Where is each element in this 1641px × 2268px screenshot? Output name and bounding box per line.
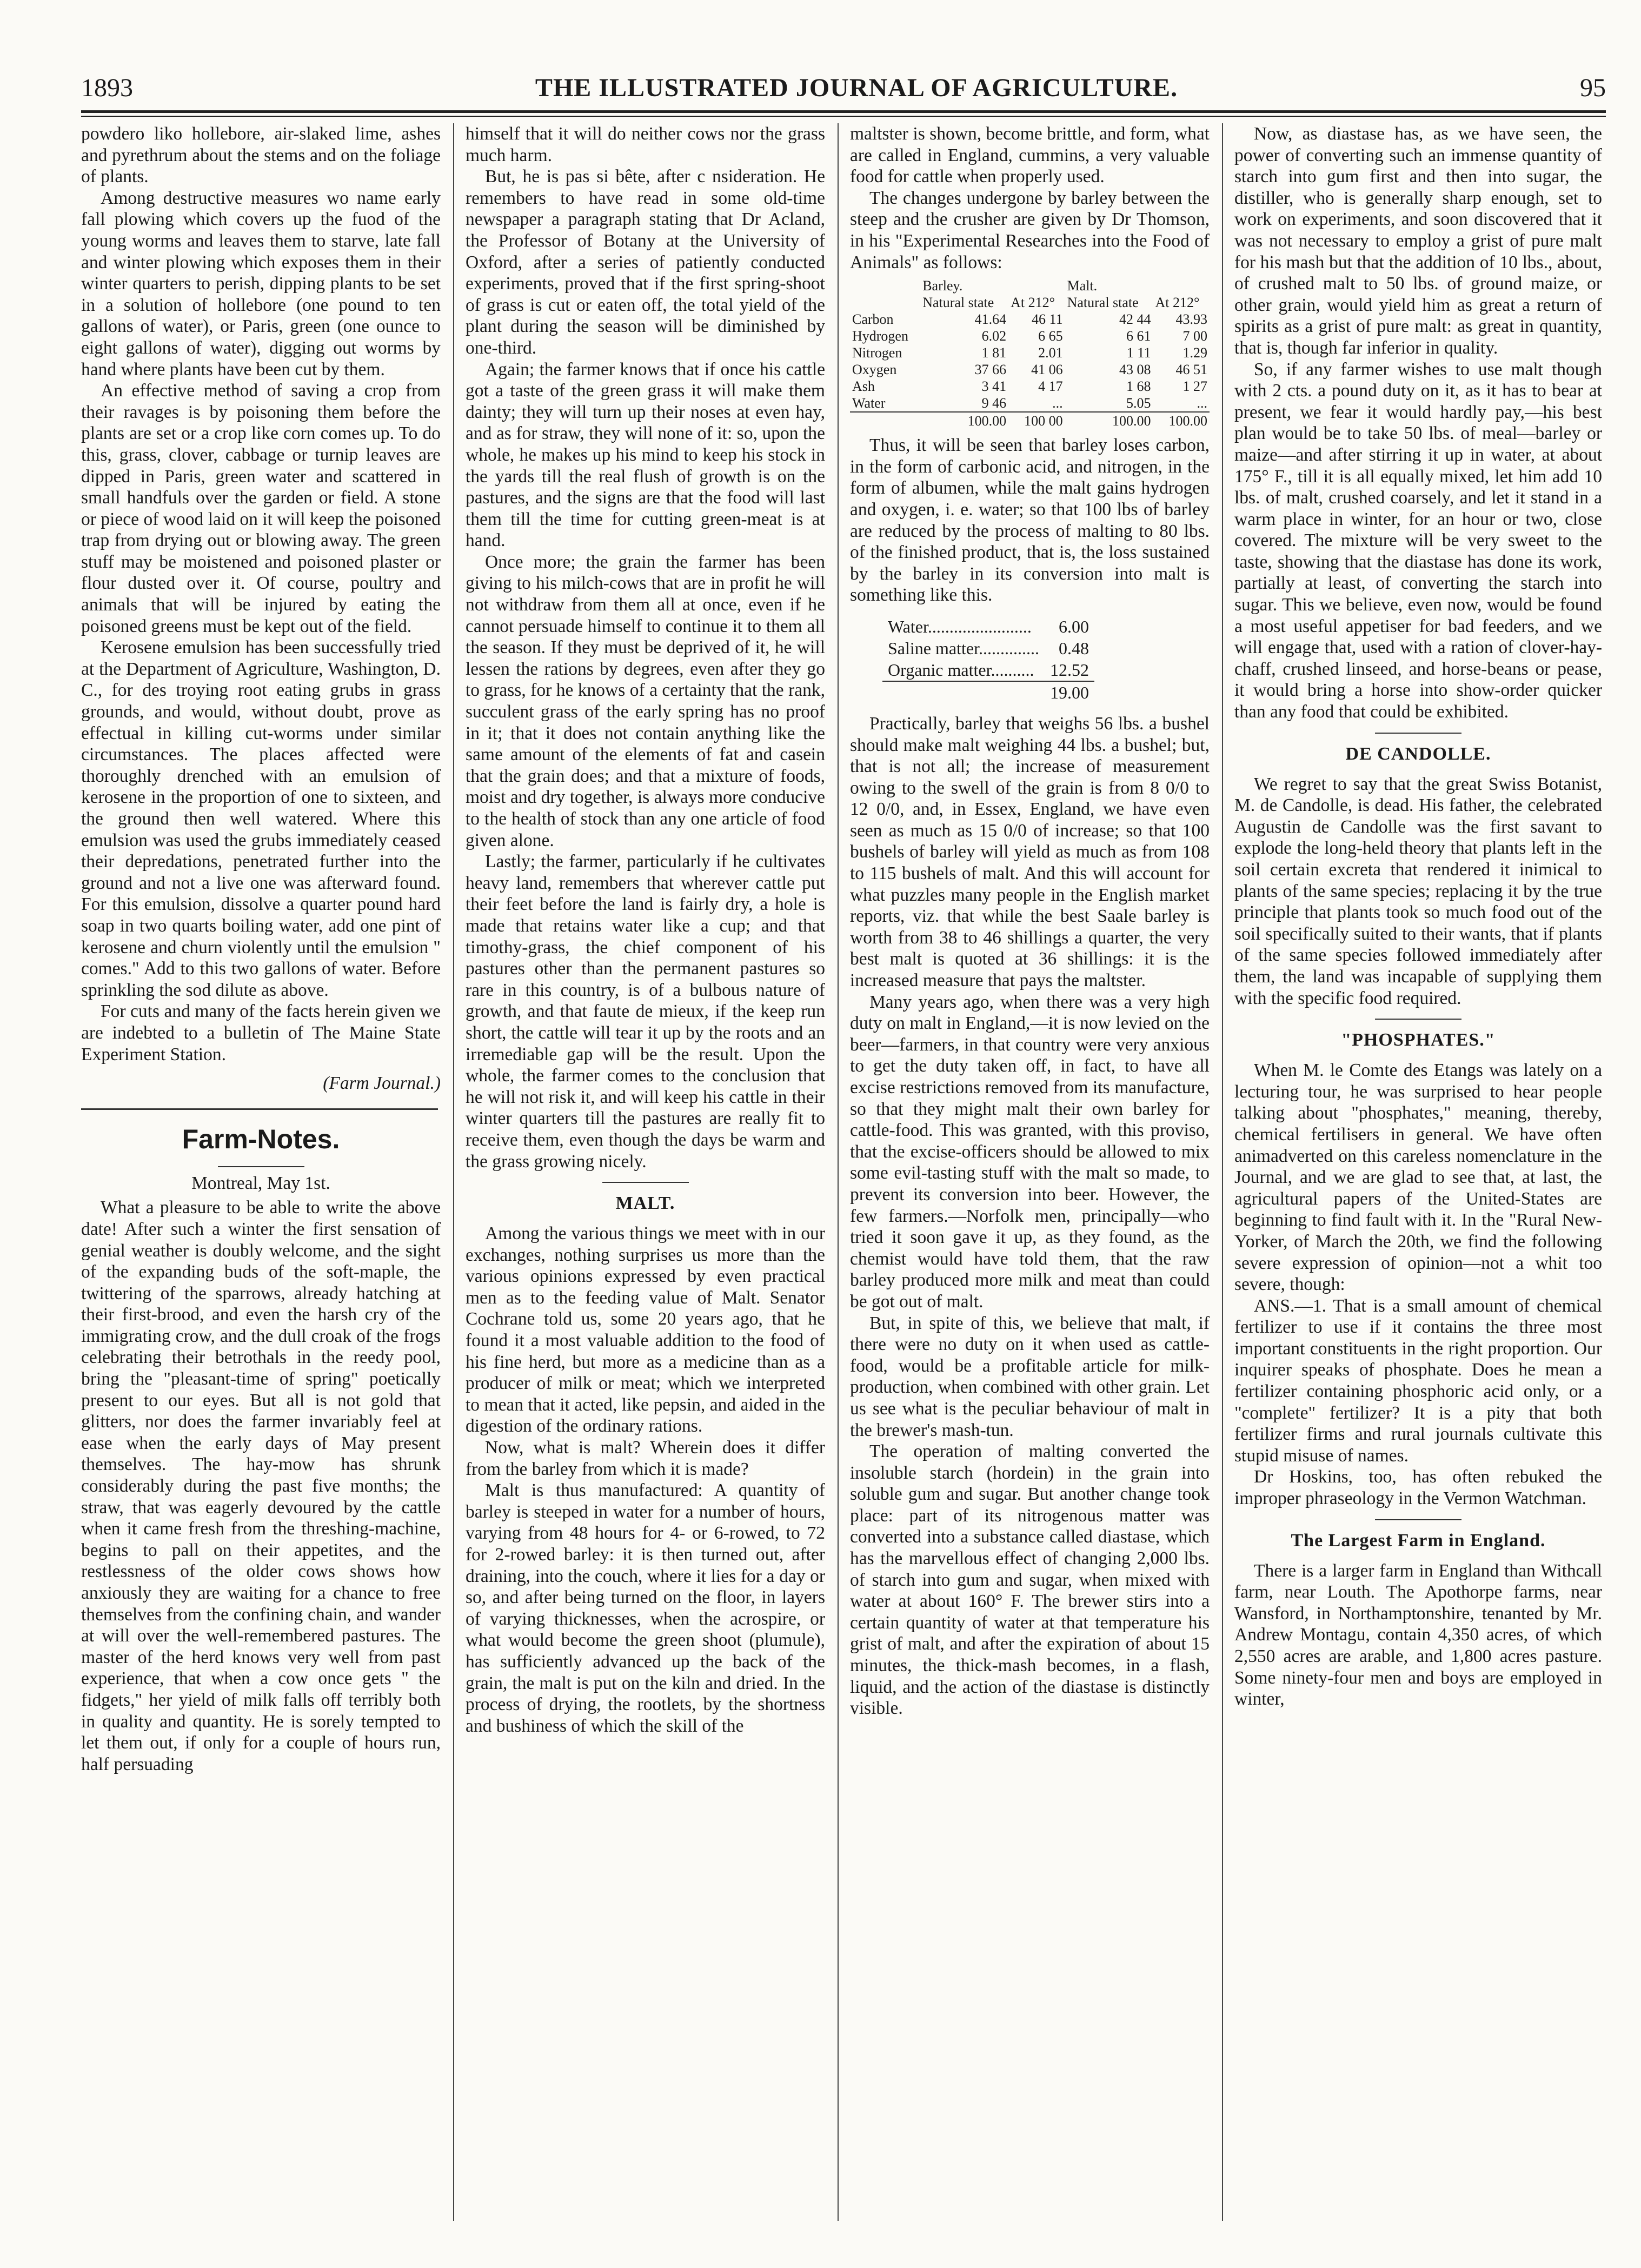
table-cell: 37 66: [974, 362, 1007, 378]
paragraph: Once more; the grain the farmer has been giving to his milch-cows that are in profit he will not withdraw from them all at once, even if he cannot persuade himself to continue it to them all the season. If they must be deprived of it, he will lessen the rations by degrees, even after they go to grass, for he knows of a certainty that the rank, succulent grass of the early spring has no proof in it; that it does not contain anything like the same amount of the elements of fat and casein that the grain does; and that a mixture of foods, moist and dry together, is always more conducive to the health of stock than any one article of food given alone.: [466, 551, 825, 850]
table-cell: 46 11: [1032, 311, 1063, 328]
header-rule-thick: [81, 110, 1606, 113]
paragraph: ANS.—1. That is a small amount of chemical fertilizer to use if it contains the three most important constituents in the right proportion. Our inquirer speaks of phosphate. Does he mean a fertilizer containing phosphoric acid only, or a "complete" fertilizer? It is a pity that both fertilizer firms and rural journals cultivate this stupid misuse of names.: [1234, 1295, 1602, 1466]
paragraph: But, in spite of this, we believe that malt, if there were no duty on it when used as cattle-food, would be a profitable article for milk-production, when combined with other grain. Let us see what is the peculiar behaviour of malt in the brewer's mash-tun.: [850, 1313, 1210, 1440]
table-subheader: At 212°: [1155, 295, 1200, 311]
table-cell: ...: [1052, 395, 1063, 411]
paragraph: But, he is pas si bête, after c nsideration. He remembers to have read in some old-time newspaper a paragraph stating that Dr Acland, the Professor of Botany at the University of Oxford, after a series of patiently conducted experiments, proved that if the first spring-shoot of grass is cut or eaten off, the total yield of the plant during the season will be diminished by one-third.: [466, 167, 825, 358]
column-4: [1234, 123, 1602, 2221]
table-subheader: Natural state: [1067, 295, 1139, 311]
table-cell: 0.48: [1058, 638, 1089, 658]
table-cell: Water: [852, 395, 886, 411]
table-group-header: Barley.: [922, 278, 963, 294]
table-cell: Nitrogen: [852, 345, 902, 361]
paragraph: The operation of malting converted the insoluble starch (hordein) in the grain into soluble gum and sugar. But another change took place: part of its nitrogenous matter was converted into a substance called diastase, which has the marvellous effect of changing 2,000 lbs. of starch into gum and sugar, when mixed with water at about 160° F. The brewer stirs into a certain quantity of water at that temperature his grist of malt, and after the expiration of about 15 minutes, the thick-mash becomes, in a flash, liquid, and the action of the diastase is distinctly visible.: [850, 1441, 1210, 1719]
table-cell: 1 27: [1182, 378, 1207, 395]
column-1: [81, 123, 441, 2221]
paragraph: Now, as diastase has, as we have seen, the power of converting such an immense quantity of starch into gum first and then into sugar, the distiller, who is generally sharp enough, set to work on experiments, and soon discovered that it was not necessary to employ a grist of pure malt for his mash but that the addition of 10 lbs., about, of crushed malt to 50 lbs. of ground maize, or other grain, would yield him as great a return of spirits as a grist of pure malt: as great in quantity, that is, though far inferior in quality.: [1234, 124, 1602, 358]
journal-page: [81, 70, 1606, 2227]
paragraph: maltster is shown, become brittle, and form, what are called in England, cummins, a very valuable food for cattle when properly used.: [850, 124, 1210, 187]
table-cell: 100.00: [920, 412, 1008, 429]
paragraph: Again; the farmer knows that if once his cattle got a taste of the green grass it will make them dainty; they will turn up their noses at even hay, and as for straw, they will none of it: so, upon the whole, he makes up his mind to keep his stock in the yards till the real flush of growth is on the pastures, and the signs are that the food will last them till the time for cutting green-meat is at hand.: [466, 359, 825, 551]
table-cell: 100.00: [1065, 412, 1153, 429]
journal-title: THE ILLUSTRATED JOURNAL OF AGRICULTURE.: [535, 73, 1178, 102]
paragraph: Among destructive measures wo name early fall plowing which covers up the fuod of the young worms and leaves them to starve, late fall and winter plowing which exposes them in their winter quarters to perish, dipping plants to be set in a solution of hollebore (one pound to ten gallons of water), or Paris, green (one ounce to eight gallons of water), digging out worms by hand where plants have been cut by them.: [81, 188, 441, 380]
table-cell: 100 00: [1008, 412, 1065, 429]
table-row: [850, 328, 1210, 344]
largest-farm-heading: The Largest Farm in England.: [1291, 1530, 1546, 1551]
paragraph: Thus, it will be seen that barley loses carbon, in the form of carbonic acid, and nitrogen, in the form of albumen, while the malt gains hydrogen and oxygen, i. e. water; so that 100 lbs of barley are reduced by the process of malting to 80 lbs. of the finished product, that is, the loss sustained by the barley in its conversion into malt is something like this.: [850, 435, 1210, 606]
table-cell: 5.05: [1126, 395, 1151, 411]
composition-table: [850, 277, 1210, 429]
page-number: 95: [1579, 73, 1606, 102]
paragraph: When M. le Comte des Etangs was lately on a lecturing tour, he was surprised to hear people talking about "phosphates," meaning, thereby, chemical fertilisers in general. We have often animadverted on this careless nomenclature in the Journal, and we are glad to see that, at last, the agricultural papers of the United-States are beginning to find fault with it. In the "Rural New-Yorker, of March the 20th, we find the following severe expression of opinion—not a whit too severe, though:: [1234, 1060, 1602, 1295]
paragraph: For cuts and many of the facts herein given we are indebted to a bulletin of The Maine State Experiment Station.: [81, 1001, 441, 1065]
table-row: [882, 616, 1094, 637]
table-cell: 43.93: [1175, 311, 1207, 328]
paragraph: Dr Hoskins, too, has often rebuked the improper phraseology in the Vermon Watchman.: [1234, 1467, 1602, 1509]
malt-heading: MALT.: [615, 1193, 675, 1214]
section-rule: [602, 1182, 689, 1183]
table-cell: Hydrogen: [852, 328, 908, 344]
table-cell: Carbon: [852, 311, 894, 328]
paragraph: Many years ago, when there was a very high duty on malt in England,—it is now levied on the beer—farmers, in that country were very anxious to get the duty taken off, in fact, to have all excise restrictions removed from its manufacture, so that they might malt their own barley for cattle-food. This was granted, with this proviso, that the excise-officers should be allowed to mix some evil-tasting stuff with the malt so made, to prevent its conversion into beer. However, the few farmers.—Norfolk men, principally—who tried it soon gave it up, as they found, as the chemist would have told them, that the raw barley produced more milk and meat than could be got out of malt.: [850, 992, 1210, 1312]
page-header: [81, 70, 1606, 105]
table-row: [882, 659, 1094, 681]
table-group-header: Malt.: [1067, 278, 1098, 294]
paragraph: The changes undergone by barley between the steep and the crusher are given by Dr Thomson, in his "Experimental Researches into the Food of Animals" as follows:: [850, 188, 1210, 272]
table-subheader-row: [850, 294, 1210, 311]
paragraph: So, if any farmer wishes to use malt though with 2 cts. a pound duty on it, as it has to bear at present, we fear it would hardly pay,—his best plan would be to take 50 lbs. of meal—barley or maize—and after stirring it up in water, at about 175° F., till it is all equally mixed, let him add 10 lbs. of malt, crushed coarsely, and let it stand in a warm place in winter, for an hour or two, close covered. The mixture will be very sweet to the taste, showing that the diastase has done its work, partially at least, of converting the starch into sugar. This we believe, even now, would be found a most useful appetiser for bad feeders, and we will engage that, used with a ration of clover-hay-chaff, crushed linseed, and horse-beans or pease, it would bring a horse into show-order quicker than any food that could be exhibited.: [1234, 359, 1602, 722]
table-total-row: [850, 412, 1210, 429]
column-3: [850, 123, 1210, 2221]
table-cell: 7 00: [1182, 328, 1207, 344]
table-cell: 100.00: [1153, 412, 1210, 429]
table-cell: 46 51: [1175, 362, 1207, 378]
table-total-row: [882, 681, 1094, 703]
table-cell: Ash: [852, 378, 875, 395]
table-cell: 43 08: [1119, 362, 1151, 378]
table-cell: 41 06: [1031, 362, 1063, 378]
table-cell: Water........................: [888, 616, 1032, 636]
table-cell: 19.00: [1045, 681, 1094, 703]
table-cell: 2.01: [1038, 345, 1063, 361]
table-row: [850, 344, 1210, 361]
article-columns: [81, 123, 1606, 2221]
table-cell: 6.02: [981, 328, 1007, 344]
dateline: Montreal, May 1st.: [191, 1173, 330, 1193]
section-rule: [1375, 1019, 1461, 1020]
paragraph: We regret to say that the great Swiss Botanist, M. de Candolle, is dead. His father, the celebrated Augustin de Candolle was the first savant to explode the long-held theory that plants left in the soil certain excreta that rendered it inimical to plants of the same species; replacing it by the true principle that plants took so much food out of the soil specifically suited to their wants, that if plants of the same species followed immediately after them, the land was incapable of supplying them with the specific food required.: [1234, 774, 1602, 1008]
table-row: [850, 395, 1210, 412]
table-row: [850, 311, 1210, 328]
paragraph: Practically, barley that weighs 56 lbs. a bushel should make malt weighing 44 lbs. a bushel; but, that is not all; the increase of measurement owing to the swell of the grain is from 8 0/0 to 12 0/0, and, in Essex, England, we have even seen as much as 15 0/0 of increase; so that 100 bushels of barley will yield as much as from 108 to 115 bushels of malt. And this will account for what puzzles many people in the English market reports, viz. that while the best Saale barley is worth from 38 to 46 shillings a quarter, the very best malt is quoted at 36 shillings: it is the increased measure that pays the maltster.: [850, 713, 1210, 991]
section-rule: [1375, 733, 1461, 734]
header-rule-thin: [81, 116, 1606, 117]
table-header-row: [850, 277, 1210, 294]
table-cell: Saline matter..............: [888, 638, 1039, 658]
table-cell: Oxygen: [852, 362, 897, 378]
header-year: 1893: [81, 73, 133, 102]
table-cell: 9 46: [981, 395, 1007, 411]
paragraph: There is a larger farm in England than Withcall farm, near Louth. The Apothorpe farms, near Wansford, in Northamptonshire, tenanted by Mr. Andrew Montagu, contain 4,350 acres, of which 2,550 acres are arable, and 1,800 acres pasture. Some ninety-four men and boys are employed in winter,: [1234, 1560, 1602, 1710]
table-cell: Organic matter..........: [888, 660, 1034, 680]
table-cell: 6 61: [1126, 328, 1151, 344]
paragraph: An effective method of saving a crop from their ravages is by poisoning them before the plants are set or a crop like corn comes up. To do this, grass, clover, cabbage or turnip leaves are dipped in Paris, green water and scattered in small handfuls over the garden or field. A stone or piece of wood laid on it will keep the poisoned trap from drying out or blowing away. The green stuff may be moistened and poisoned plaster or flour dusted over it. Of course, poultry and animals that will be injured by eating the poisoned greens must be kept out of the field.: [81, 381, 441, 636]
section-rule: [1375, 1519, 1461, 1520]
table-cell: 42 44: [1119, 311, 1151, 328]
table-cell: 12.52: [1049, 660, 1089, 680]
paragraph: Now, what is malt? Wherein does it differ from the barley from which it is made?: [466, 1438, 825, 1479]
paragraph: Kerosene emulsion has been successfully tried at the Department of Agriculture, Washington, D. C., for des troying root eating grubs in grass grounds, and would, without doubt, prove as effectual in killing cut-worms under similar circumstances. The places affected were thoroughly drenched with an emulsion of kerosene in the proportion of one to sixteen, and the ground then well watered. Where this emulsion was used the grubs immediately ceased their depredations, penetrated further into the ground and not a live one was afterward found. For this emulsion, dissolve a quarter pound hard soap in two quarts boiling water, add one pint of kerosene and churn violently until the emulsion " comes." Add to this two gallons of water. Before sprinkling the sod dilute as above.: [81, 637, 441, 1000]
table-cell: 1.29: [1182, 345, 1207, 361]
paragraph: Among the various things we meet with in our exchanges, nothing surprises us more than the various opinions expressed by even practical men as to the feeding value of Malt. Senator Cochrane told us, some 20 years ago, that he found it a most valuable addition to the food of his fine herd, but more as a medicine than as a producer of milk or meat; which we interpreted to mean that it acted, like pepsin, and aided in the digestion of the ordinary rations.: [466, 1223, 825, 1436]
table-cell: 3 41: [981, 378, 1007, 395]
table-subheader: Natural state: [922, 295, 994, 311]
paragraph: What a pleasure to be able to write the above date! After such a winter the first sensation of genial weather is doubly welcome, and the sight of the expanding buds of the soft-maple, the twittering of the sparrows, already hatching at their first-brood, and even the harsh cry of the immigrating crow, and the dull croak of the frogs celebrating their betrothals in the reedy pool, bring the "pleasant-time of spring" poetically present to our eyes. But all is not gold that glitters, nor does the farmer invariably feel at ease when the early days of May present themselves. The hay-mow has shrunk considerably during the past five months; the straw, that was eagerly devoured by the cattle when it came fresh from the threshing-machine, begins to pall on their appetites, and the restlessness of the older cows shows how anxiously they are waiting for a chance to free themselves from the confining chain, and wander at will over the well-remembered pastures. The master of the herd knows very well from past experience, that when a cow once gets " the fidgets," her yield of milk falls off terribly both in quality and quantity. He is sorely tempted to let them out, if only for a couple of hours run, half persuading: [81, 1198, 441, 1774]
de-candolle-heading: DE CANDOLLE.: [1345, 743, 1491, 764]
table-cell: 4 17: [1038, 378, 1063, 395]
table-cell: 1 81: [981, 345, 1007, 361]
table-cell: 6 65: [1038, 328, 1063, 344]
source-credit: (Farm Journal.): [323, 1073, 441, 1094]
table-cell: 41.64: [974, 311, 1007, 328]
loss-table: [882, 616, 1094, 703]
paragraph: Malt is thus manufactured: A quantity of barley is steeped in water for a number of hours, varying from 48 hours for 4- or 6-rowed, to 72 for 2-rowed barley: it is then turned out, after draining, into the couch, where it lies for a day or so, and after being turned on the floor, in layers of varying thicknesses, when the acrospire, or what would become the green shoot (plumule), has sufficiently advanced up the back of the grain, the malt is put on the kiln and dried. In the process of drying, the rootlets, by the shortness and bushiness of which the skill of the: [466, 1480, 825, 1736]
section-rule: [81, 1108, 438, 1110]
column-2: [466, 123, 825, 2221]
paragraph: Lastly; the farmer, particularly if he cultivates heavy land, remembers that wherever cattle put their feet before the land is fairly dry, a hole is made that retains water like a cup; and that timothy-grass, the chief component of his pastures other than the permanent pastures so rare in this country, is of a bulbous nature of growth, and that faute de mieux, if the keep run short, the cattle will tear it up by the roots and an irremediable gap will be the result. Upon the whole, the farmer comes to the conclusion that he will not risk it, and will keep his cattle in their winter quarters till the pastures are really fit to receive them, even though the days be warm and the grass growing nicely.: [466, 852, 825, 1172]
paragraph: himself that it will do neither cows nor the grass much harm.: [466, 124, 825, 165]
table-cell: ...: [1197, 395, 1207, 411]
table-cell: 6.00: [1058, 616, 1089, 636]
table-cell: 1 11: [1126, 345, 1151, 361]
farm-notes-heading: Farm-Notes.: [182, 1123, 340, 1154]
table-cell: 1 68: [1126, 378, 1151, 395]
table-row: [850, 361, 1210, 378]
phosphates-heading: "PHOSPHATES.": [1341, 1030, 1496, 1050]
section-rule: [218, 1166, 304, 1167]
table-row: [882, 637, 1094, 659]
table-subheader: At 212°: [1011, 295, 1055, 311]
paragraph: powdero liko hollebore, air-slaked lime, ashes and pyrethrum about the stems and on the foliage of plants.: [81, 124, 441, 187]
table-row: [850, 378, 1210, 395]
